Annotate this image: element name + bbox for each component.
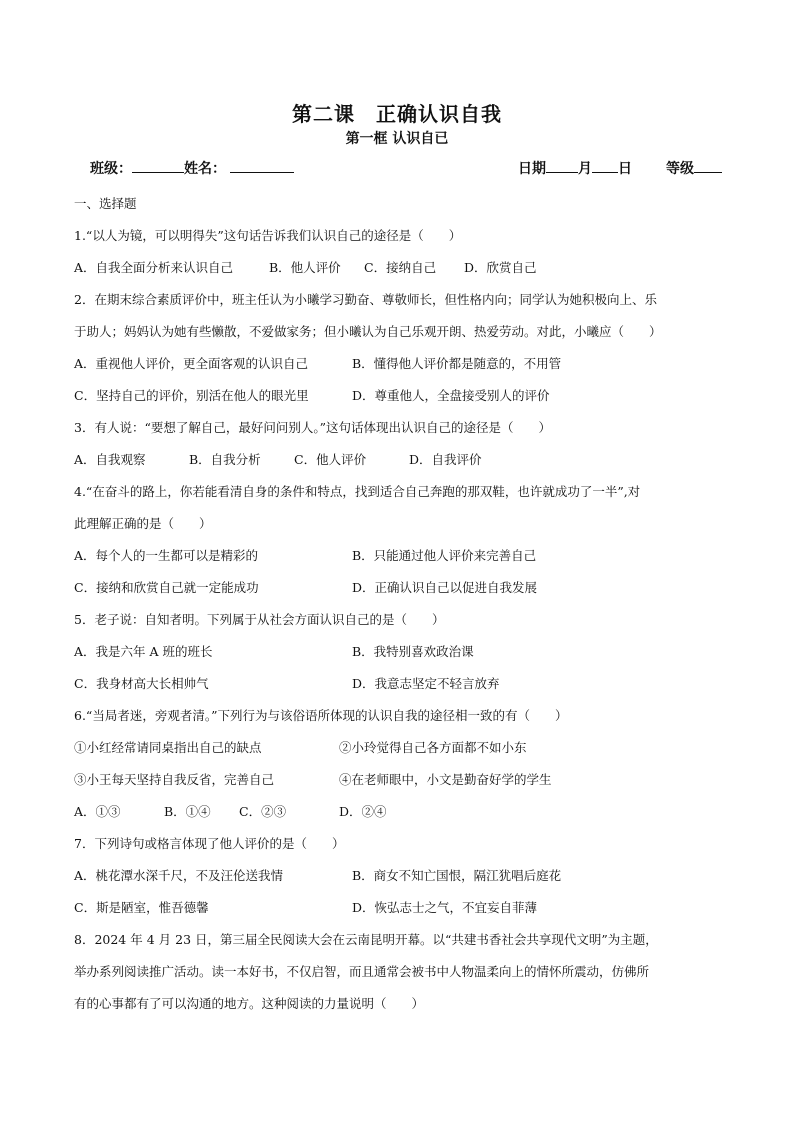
question-2-option-row [74, 388, 724, 420]
question-8-stem-line: 8．2024 年 4 月 23 日，第三届全民阅读大会在云南昆明开幕。以“共建书香社会共享现代文明”为主题， [74, 932, 658, 947]
question-1-option[interactable]: D．欣赏自己 [464, 260, 537, 275]
question-4-option[interactable]: B．只能通过他人评价来完善自己 [352, 548, 537, 563]
question-1-option[interactable]: A．自我全面分析来认识自己 [74, 260, 234, 275]
grade-label: 等级 [666, 161, 694, 177]
question-2-option[interactable]: D．尊重他人，全盘接受别人的评价 [352, 388, 550, 403]
page-subtitle: 第一框 认识自已 [345, 131, 449, 147]
student-info-row [90, 158, 722, 180]
name-label: 姓名： [184, 161, 226, 177]
question-5-stem-line: 5．老子说：自知者明。下列属于从社会方面认识自己的是（ ） [74, 612, 445, 627]
question-6-option[interactable]: ③小王每天坚持自我反省，完善自己 [74, 772, 275, 787]
question-6-option[interactable]: ①小红经常请同桌指出自己的缺点 [74, 740, 262, 755]
question-4-option[interactable]: A．每个人的一生都可以是精彩的 [74, 548, 259, 563]
question-2-stem-line: 2．在期末综合素质评价中，班主任认为小曦学习勤奋、尊敬师长，但性格内向；同学认为她积极向上、乐 [74, 292, 657, 307]
question-4-stem-line: 4.“在奋斗的路上，你若能看清自身的条件和特点，找到适合自己奔跑的那双鞋，也许就成功了一半”,对 [74, 484, 641, 499]
question-3-option[interactable]: B．自我分析 [189, 452, 261, 467]
grade-blank[interactable] [694, 158, 722, 173]
question-5-option-row [74, 644, 724, 676]
question-4-option-row [74, 548, 724, 580]
question-6-option-row [74, 772, 724, 804]
question-3-option[interactable]: A．自我观察 [74, 452, 146, 467]
question-7-option[interactable]: B．商女不知亡国恨，隔江犹唱后庭花 [352, 868, 562, 883]
page-title: 第二课 正确认识自我 [292, 102, 502, 126]
question-1-option[interactable]: B．他人评价 [269, 260, 341, 275]
class-blank[interactable] [132, 158, 184, 173]
question-8-stem-line: 有的心事都有了可以沟通的地方。这种阅读的力量说明（ ） [74, 996, 425, 1011]
question-6-option-row [74, 740, 724, 772]
question-6-stem-line: 6.“当局者迷，旁观者清。”下列行为与该俗语所体现的认识自我的途径相一致的有（ ） [74, 708, 568, 723]
question-4-stem-line: 此理解正确的是（ ） [74, 516, 212, 531]
question-3-option-row [74, 452, 724, 484]
date-label: 日期 [518, 161, 546, 177]
question-6-option[interactable]: ④在老师眼中，小文是勤奋好学的学生 [339, 772, 552, 787]
section-heading: 一、选择题 [74, 196, 137, 211]
question-2-option[interactable]: B．懂得他人评价都是随意的，不用管 [352, 356, 562, 371]
question-4-option-row [74, 580, 724, 612]
class-label: 班级： [90, 161, 132, 177]
question-7-option-row [74, 900, 724, 932]
question-7-option[interactable]: A．桃花潭水深千尺，不及汪伦送我情 [74, 868, 284, 883]
month-blank[interactable] [546, 158, 578, 173]
question-2-stem-line: 于助人；妈妈认为她有些懒散，不爱做家务；但小曦认为自己乐观开朗、热爱劳动。对此，小曦应（ ） [74, 324, 662, 339]
day-blank[interactable] [592, 158, 618, 173]
question-6-option[interactable]: ②小玲觉得自己各方面都不如小东 [339, 740, 527, 755]
question-6-option-row [74, 804, 724, 836]
question-6-option[interactable]: C．②③ [239, 804, 287, 819]
student-info-left [90, 158, 294, 178]
question-4-option[interactable]: D．正确认识自己以促进自我发展 [352, 580, 538, 595]
question-2-option-row [74, 356, 724, 388]
question-8-stem-line: 举办系列阅读推广活动。读一本好书，不仅启智，而且通常会被书中人物温柔向上的情怀所震动，仿佛所 [74, 964, 650, 979]
question-1-option-row [74, 260, 724, 292]
question-6-option[interactable]: A．①③ [74, 804, 121, 819]
question-5-option[interactable]: B．我特别喜欢政治课 [352, 644, 474, 659]
question-3-option[interactable]: D．自我评价 [409, 452, 482, 467]
question-6-option[interactable]: D．②④ [339, 804, 387, 819]
question-list [74, 196, 724, 1028]
question-7-option-row [74, 868, 724, 900]
question-6-option[interactable]: B．①④ [164, 804, 211, 819]
name-blank[interactable] [230, 158, 294, 173]
question-1-option[interactable]: C．接纳自己 [364, 260, 437, 275]
question-1-stem-line: 1.“以人为镜，可以明得失”这句话告诉我们认识自己的途径是（ ） [74, 228, 462, 243]
day-label: 日 [618, 161, 632, 177]
question-5-option[interactable]: D．我意志坚定不轻言放弃 [352, 676, 500, 691]
question-3-stem-line: 3．有人说：“要想了解自己，最好问问别人。”这句话体现出认识自己的途径是（ ） [74, 420, 551, 435]
question-7-option[interactable]: C．斯是陋室，惟吾德馨 [74, 900, 209, 915]
question-4-option[interactable]: C．接纳和欣赏自己就一定能成功 [74, 580, 259, 595]
month-label: 月 [578, 161, 592, 177]
question-7-stem-line: 7．下列诗句或格言体现了他人评价的是（ ） [74, 836, 345, 851]
question-3-option[interactable]: C．他人评价 [294, 452, 367, 467]
question-5-option[interactable]: A．我是六年 A 班的班长 [74, 644, 213, 659]
question-5-option-row [74, 676, 724, 708]
student-info-right [518, 158, 722, 178]
question-7-option[interactable]: D．恢弘志士之气，不宜妄自菲薄 [352, 900, 538, 915]
question-5-option[interactable]: C．我身材高大长相帅气 [74, 676, 209, 691]
question-2-option[interactable]: A．重视他人评价，更全面客观的认识自己 [74, 356, 309, 371]
question-2-option[interactable]: C．坚持自己的评价，别活在他人的眼光里 [74, 388, 309, 403]
